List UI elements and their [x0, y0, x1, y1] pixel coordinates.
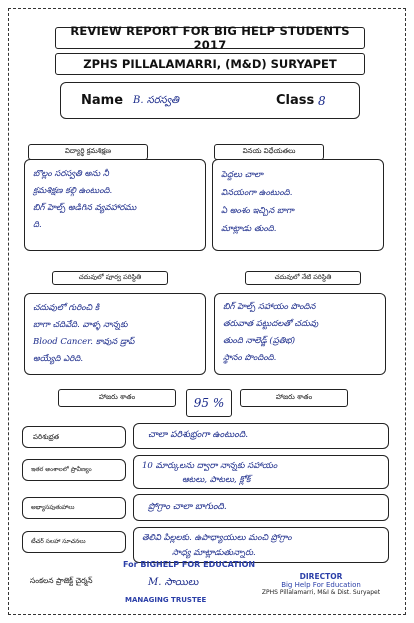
student-character-line: ది. [33, 220, 42, 230]
student-character-label-box [28, 144, 148, 160]
previous-status-line: అయ్యేది ఎరిది. [33, 354, 84, 364]
teacher-comment-line: తెలివి పిల్లలకు. ఉపాధ్యాయులు మంచి ప్రోగ్రాం [142, 533, 292, 543]
teacher-comment-label: టీచర్ సలహా సూచనలు [31, 538, 86, 545]
attendance-now-label: హాజరు శాతం [275, 393, 313, 401]
other-skills-line: ఆటలు, పాటలు, క్లోక్ [182, 475, 251, 485]
student-character-box [24, 159, 206, 251]
trustee-signature: M. సాయిలు [148, 577, 199, 588]
hygiene-label: పరిశుభ్రత [33, 433, 60, 441]
other-skills-value-box [133, 455, 389, 489]
previous-status-label: చదువులో పూర్వ పరిస్థితి [78, 273, 142, 281]
teacher-comment-value-box [133, 527, 389, 563]
student-info-box [60, 82, 360, 119]
attendance-now-label-box [240, 389, 348, 407]
teacher-comment-line: సాధ్య మాట్లాడుతున్నారు. [172, 548, 256, 558]
school-name-box [55, 53, 365, 75]
previous-status-box [24, 293, 206, 375]
current-status-label-box [245, 271, 361, 285]
skills-practice-value-box [133, 494, 389, 521]
director-stamp-title: DIRECTOR [299, 572, 343, 581]
previous-status-line: చదువులో గురించి కి [33, 303, 100, 313]
current-status-line: స్థానం పొందింది. [223, 353, 277, 363]
current-status-line: బిగ్ హెల్ప్ సహాయం పొందిన [223, 302, 316, 312]
previous-status-label-box [52, 271, 168, 285]
student-character-line: బొల్లం సరస్వతి అను నీ [33, 169, 109, 179]
teacher-comment-label-box [22, 531, 126, 553]
student-character-line: క్రమశిక్షణ కల్గి ఉంటుంది. [33, 186, 113, 196]
class-value: 8 [318, 94, 326, 108]
obedience-line: పెద్దలు చాలా [221, 170, 263, 180]
current-status-label: చదువులో నేటి పరిస్థితి [274, 273, 332, 281]
other-skills-label: ఇతర అంశాలలో ప్రావీణ్యం [31, 466, 92, 473]
report-title-box [55, 24, 365, 52]
obedience-line: వినయంగా ఉంటుంది. [221, 188, 293, 198]
obedience-box [212, 159, 384, 251]
current-status-box [214, 293, 386, 375]
name-value: B. సరస్వతి [133, 95, 179, 106]
obedience-label: వినయ విధేయతలు [242, 147, 296, 155]
managing-trustee-text: MANAGING TRUSTEE [125, 596, 207, 604]
school-name: ZPHS PILLALAMARRI, (M&D) SURYAPET [83, 57, 337, 71]
current-status-line: తుంది నాలెడ్జ్ (ప్రతిభ) [223, 336, 296, 346]
name-label: Name [81, 93, 124, 108]
class-label: Class [276, 93, 315, 108]
previous-status-line: బాగా చదివేది. వాళ్ళ నాన్నకు [33, 320, 128, 330]
org-stamp-text: For BIGHELP FOR EDUCATION [123, 560, 256, 569]
skills-practice-label: అభ్యాసపుతుహాలు [31, 504, 75, 511]
student-character-label: విద్యార్థి క్రమశిక్షణ [64, 147, 112, 155]
hygiene-value: చాలా పరిశుభ్రంగా ఉంటుంది. [148, 430, 249, 440]
project-chairman-label: సంకలన ప్రాజెక్ట్ చైర్మన్ [30, 576, 93, 585]
obedience-line: మాట్లాడు తుంది. [221, 224, 277, 234]
director-stamp-school: ZPHS Pillalamarri, M&I & Dist. Suryapet [261, 589, 381, 596]
attendance-prev-label: హాజరు శాతం [98, 393, 136, 401]
obedience-line: ఏ అంశం ఇచ్చిన బాగా [221, 206, 294, 216]
other-skills-label-box [22, 459, 126, 481]
obedience-label-box [214, 144, 324, 160]
director-stamp [246, 572, 396, 596]
other-skills-line: 10 మార్కులను ద్వారా నాన్నకు సహాయం [142, 461, 278, 471]
attendance-prev-value: 95 % [193, 396, 225, 410]
current-status-line: తరువాత పట్టుదలతో చదువు [223, 319, 319, 329]
director-stamp-org: Big Help For Education [281, 581, 361, 589]
previous-status-line: Blood Cancer. కావున డ్రాప్ [33, 337, 135, 347]
attendance-prev-value-box [186, 389, 232, 417]
student-character-line: బిగ్ హెల్ప్ అడిగిన వ్యవహారము [33, 203, 137, 213]
skills-practice-label-box [22, 497, 126, 519]
hygiene-value-box [133, 423, 389, 449]
hygiene-label-box [22, 426, 126, 448]
attendance-prev-label-box [58, 389, 176, 407]
report-title: REVIEW REPORT FOR BIG HELP STUDENTS 2017 [70, 24, 350, 52]
skills-practice-value: ప్రోగ్రాం చాలా బాగుంది. [148, 502, 227, 512]
